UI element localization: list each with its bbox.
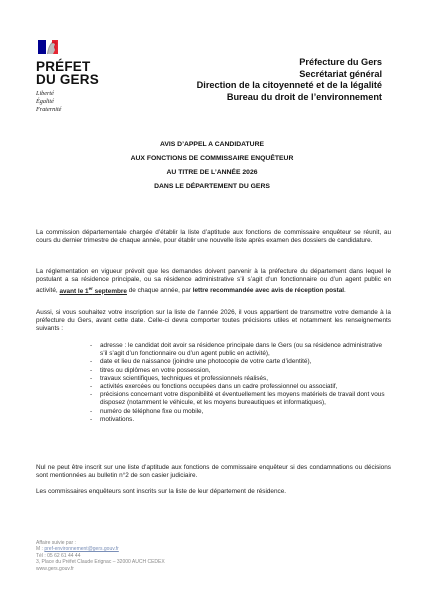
authority-line4: Bureau du droit de l’environnement — [226, 91, 382, 102]
title-line1: AVIS D’APPEL A CANDIDATURE — [159, 141, 265, 148]
issuing-authority — [197, 57, 382, 103]
regulation-text: La réglementation en vigueur prévoit que les demandes doivent parvenir à la préfecture du département dans lequel le postulant a sa résidence principale, ou sa résidence administrative s’il s’agit d’un fonctionnaire ou d’un agent public en activité, — [36, 268, 391, 295]
requirements-list — [90, 342, 390, 424]
title-line3: AU TITRE DE L’ANNÉE 2026 — [166, 169, 258, 176]
paragraph-criminal-record: Nul ne peut être inscrit sur une liste d’aptitude aux fonctions de commissaire enquêteur si des condamnations ou décisions sont mentionnées au bulletin n°2 de son casier judiciaire. — [36, 464, 391, 480]
logo-motto — [36, 90, 61, 114]
title-line4: DANS LE DÉPARTEMENT DU GERS — [154, 183, 270, 190]
logo-title-line2: DU GERS — [36, 72, 99, 87]
footer-email-link[interactable]: pref-environnement@gers.gouv.fr — [44, 546, 119, 553]
motto-fraternite: Fraternité — [36, 106, 62, 113]
footer-website[interactable]: www.gers.gouv.fr — [36, 565, 74, 572]
footer-address: 3, Place du Préfet Claude Erignac – 32000 AUCH CEDEX — [36, 559, 165, 566]
authority-line2: Secrétariat général — [299, 68, 382, 79]
list-item: - adresse : le candidat doit avoir sa résidence principale dans le Gers (ou sa résidence administrative s’il s’agit d’un fonctionnaire ou d’un agent public en activité), — [90, 342, 390, 358]
title-line2: AUX FONCTIONS DE COMMISSAIRE ENQUÊTEUR — [130, 155, 294, 162]
paragraph-regulation — [36, 268, 391, 296]
motto-egalite: Égalité — [36, 98, 54, 105]
registered-letter-text: lettre recommandée avec avis de réception postal — [192, 287, 345, 295]
regulation-text-2: de chaque année, par — [126, 287, 193, 295]
paragraph-residence: Les commissaires enquêteurs sont inscrits sur la liste de leur département de résidence. — [36, 488, 287, 495]
list-item: - activités exercées ou fonctions occupées dans un cadre professionnel ou associatif, — [90, 383, 390, 391]
paragraph-commission: La commission départementale chargée d’établir la liste d’aptitude aux fonctions de commissaire enquêteur se réunit, au cours du dernier trimestre de chaque année, pour établir une nouvelle liste après examen des dossiers de candidature. — [36, 229, 391, 245]
list-item: - précisions concernant votre disponibilité et éventuellement les moyens matériels de travail dont vous disposez (notamment le véhicule, et les moyens bureautiques et informatiques), — [90, 391, 390, 407]
footer-followed-by: Affaire suivie par : — [36, 540, 76, 546]
list-item: - titres ou diplômes en votre possession, — [90, 367, 390, 375]
notice-title — [0, 138, 424, 194]
logo-title-line1: PRÉFET — [36, 59, 91, 74]
regulation-end: . — [344, 287, 346, 295]
list-item: - date et lieu de naissance (joindre une photocopie de votre carte d’identité), — [90, 358, 390, 366]
list-item: - motivations. — [90, 416, 390, 424]
authority-line3: Direction de la citoyenneté et de la légalité — [196, 80, 382, 90]
contact-footer — [36, 540, 165, 572]
list-item: - travaux scientifiques, techniques et professionnels réalisés, — [90, 375, 390, 383]
deadline-month: septembre — [92, 287, 127, 295]
list-item: - numéro de téléphone fixe ou mobile, — [90, 408, 390, 416]
logo-title — [36, 60, 99, 86]
authority-line1: Préfecture du Gers — [299, 57, 382, 67]
deadline-text: avant le 1 — [59, 287, 89, 295]
footer-email-prefix: M : — [36, 546, 43, 553]
footer-phone: Tél : 05 62 61 44 44 — [36, 552, 81, 559]
paragraph-application: Aussi, si vous souhaitez votre inscription sur la liste de l’année 2026, il vous appartient de transmettre votre demande à la préfecture du Gers, avant cette date. Celle-ci devra comporter toutes précisions utiles et notamment les renseignements suivants : — [36, 309, 391, 333]
motto-liberte: Liberté — [36, 90, 54, 97]
deadline-ordinal: er — [88, 285, 93, 291]
marianne-icon — [38, 38, 60, 56]
